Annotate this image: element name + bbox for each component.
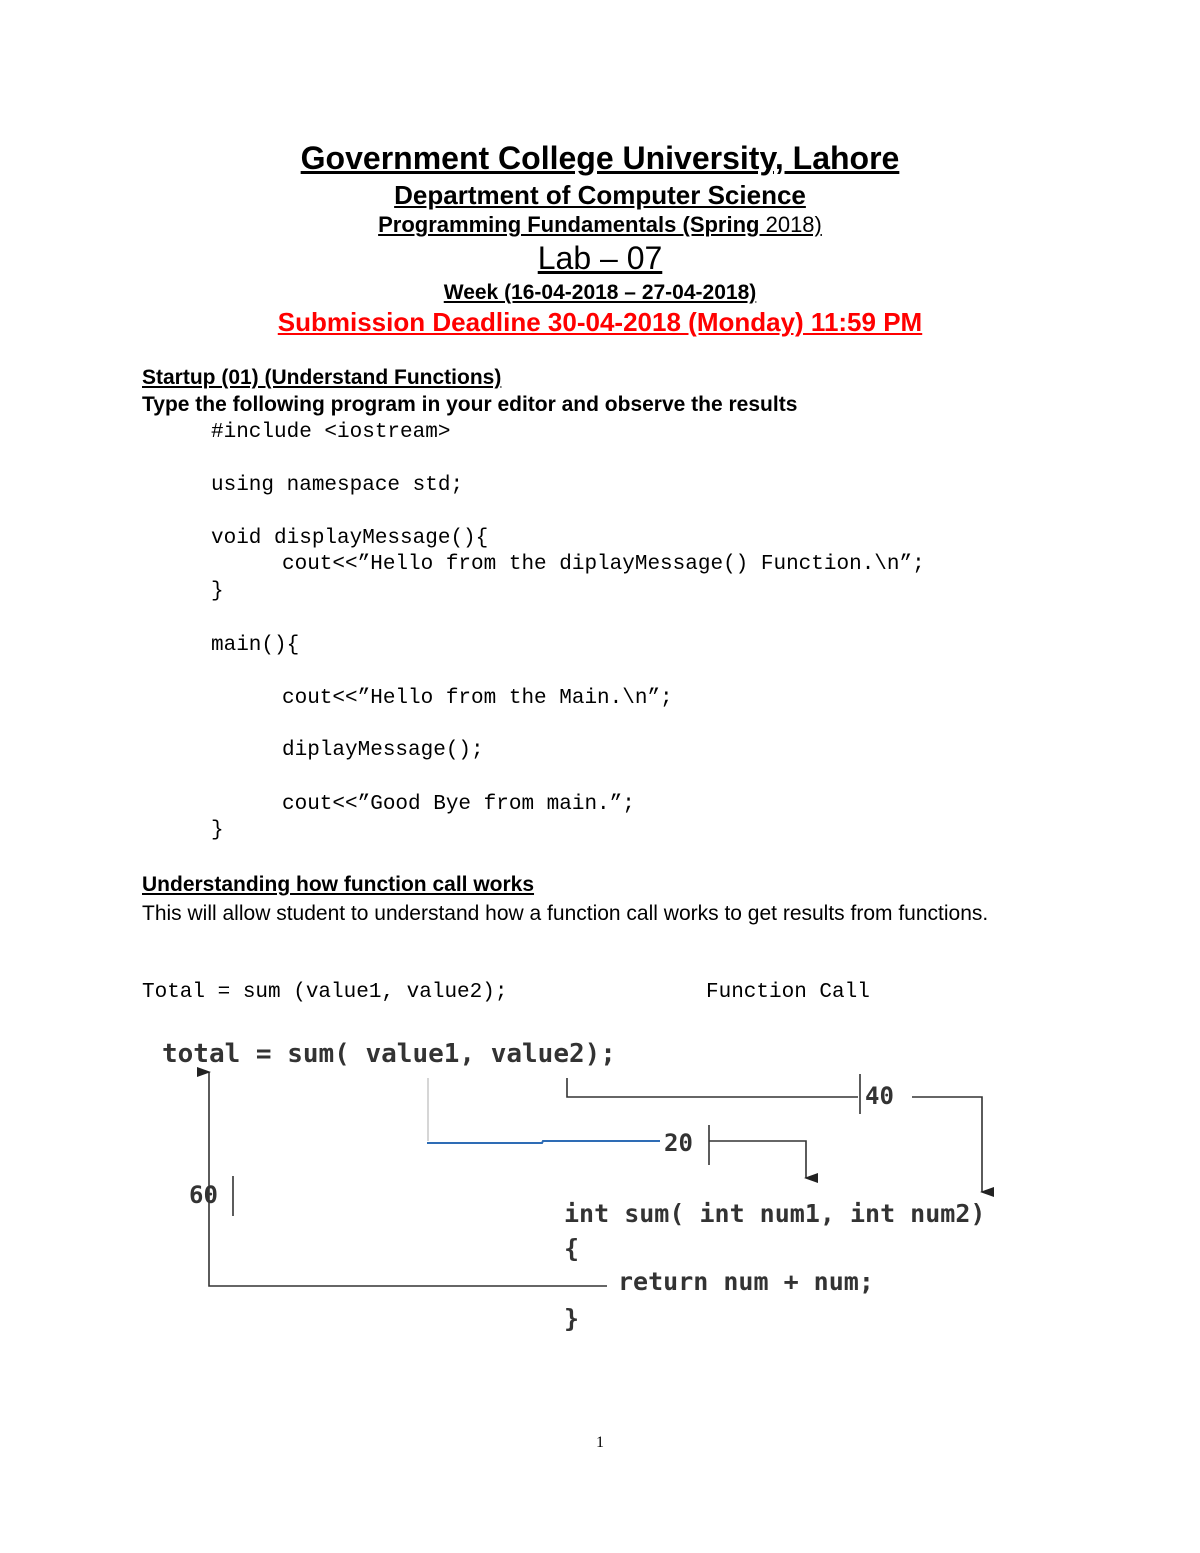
code-line: } xyxy=(211,819,224,842)
page-number: 1 xyxy=(596,1434,604,1451)
startup-instruction: Type the following program in your editor and observe the results xyxy=(142,393,798,416)
submission-deadline: Submission Deadline 30-04-2018 (Monday) 11:59 PM xyxy=(277,307,923,337)
value-40-label: 40 xyxy=(865,1082,894,1110)
code-line: main(){ xyxy=(211,634,300,657)
call-code: Total = sum (value1, value2); xyxy=(142,981,508,1004)
department-title: Department of Computer Science xyxy=(394,180,806,210)
value-40-connector xyxy=(567,1074,982,1192)
call-label: Function Call xyxy=(706,981,870,1004)
code-line: using namespace std; xyxy=(211,474,464,497)
university-title: Government College University, Lahore xyxy=(300,140,900,176)
function-def-line-1: int sum( int num1, int num2) xyxy=(564,1199,986,1228)
lab-title: Lab – 07 xyxy=(537,240,663,276)
code-line: diplayMessage(); xyxy=(282,739,484,762)
startup-heading: Startup (01) (Understand Functions) xyxy=(142,366,502,389)
code-line: cout<<”Good Bye from main.”; xyxy=(282,793,635,816)
diagram-call-line: total = sum( value1, value2); xyxy=(162,1039,616,1069)
code-line: cout<<”Hello from the diplayMessage() Function.\n”; xyxy=(282,553,925,576)
code-line: #include <iostream> xyxy=(211,421,451,444)
value-60-label: 60 xyxy=(189,1181,218,1209)
code-line: } xyxy=(211,580,224,603)
code-line: cout<<”Hello from the Main.\n”; xyxy=(282,687,673,710)
function-call-heading: Understanding how function call works xyxy=(142,873,535,896)
week-range: Week (16-04-2018 – 27-04-2018) xyxy=(443,281,757,304)
code-line: void displayMessage(){ xyxy=(211,527,489,550)
value-20-label: 20 xyxy=(664,1129,693,1157)
course-name: Programming Fundamentals (Spring xyxy=(378,212,760,237)
course-year: 2018) xyxy=(759,212,822,237)
return-60-connector xyxy=(209,1072,607,1286)
function-def-line-4: } xyxy=(564,1304,580,1333)
function-call-description: This will allow student to understand how a function call works to get results from functions. xyxy=(142,902,989,925)
value-20-connector xyxy=(427,1078,806,1178)
function-def-line-3: return num + num; xyxy=(618,1267,874,1296)
function-def-line-2: { xyxy=(564,1234,580,1263)
